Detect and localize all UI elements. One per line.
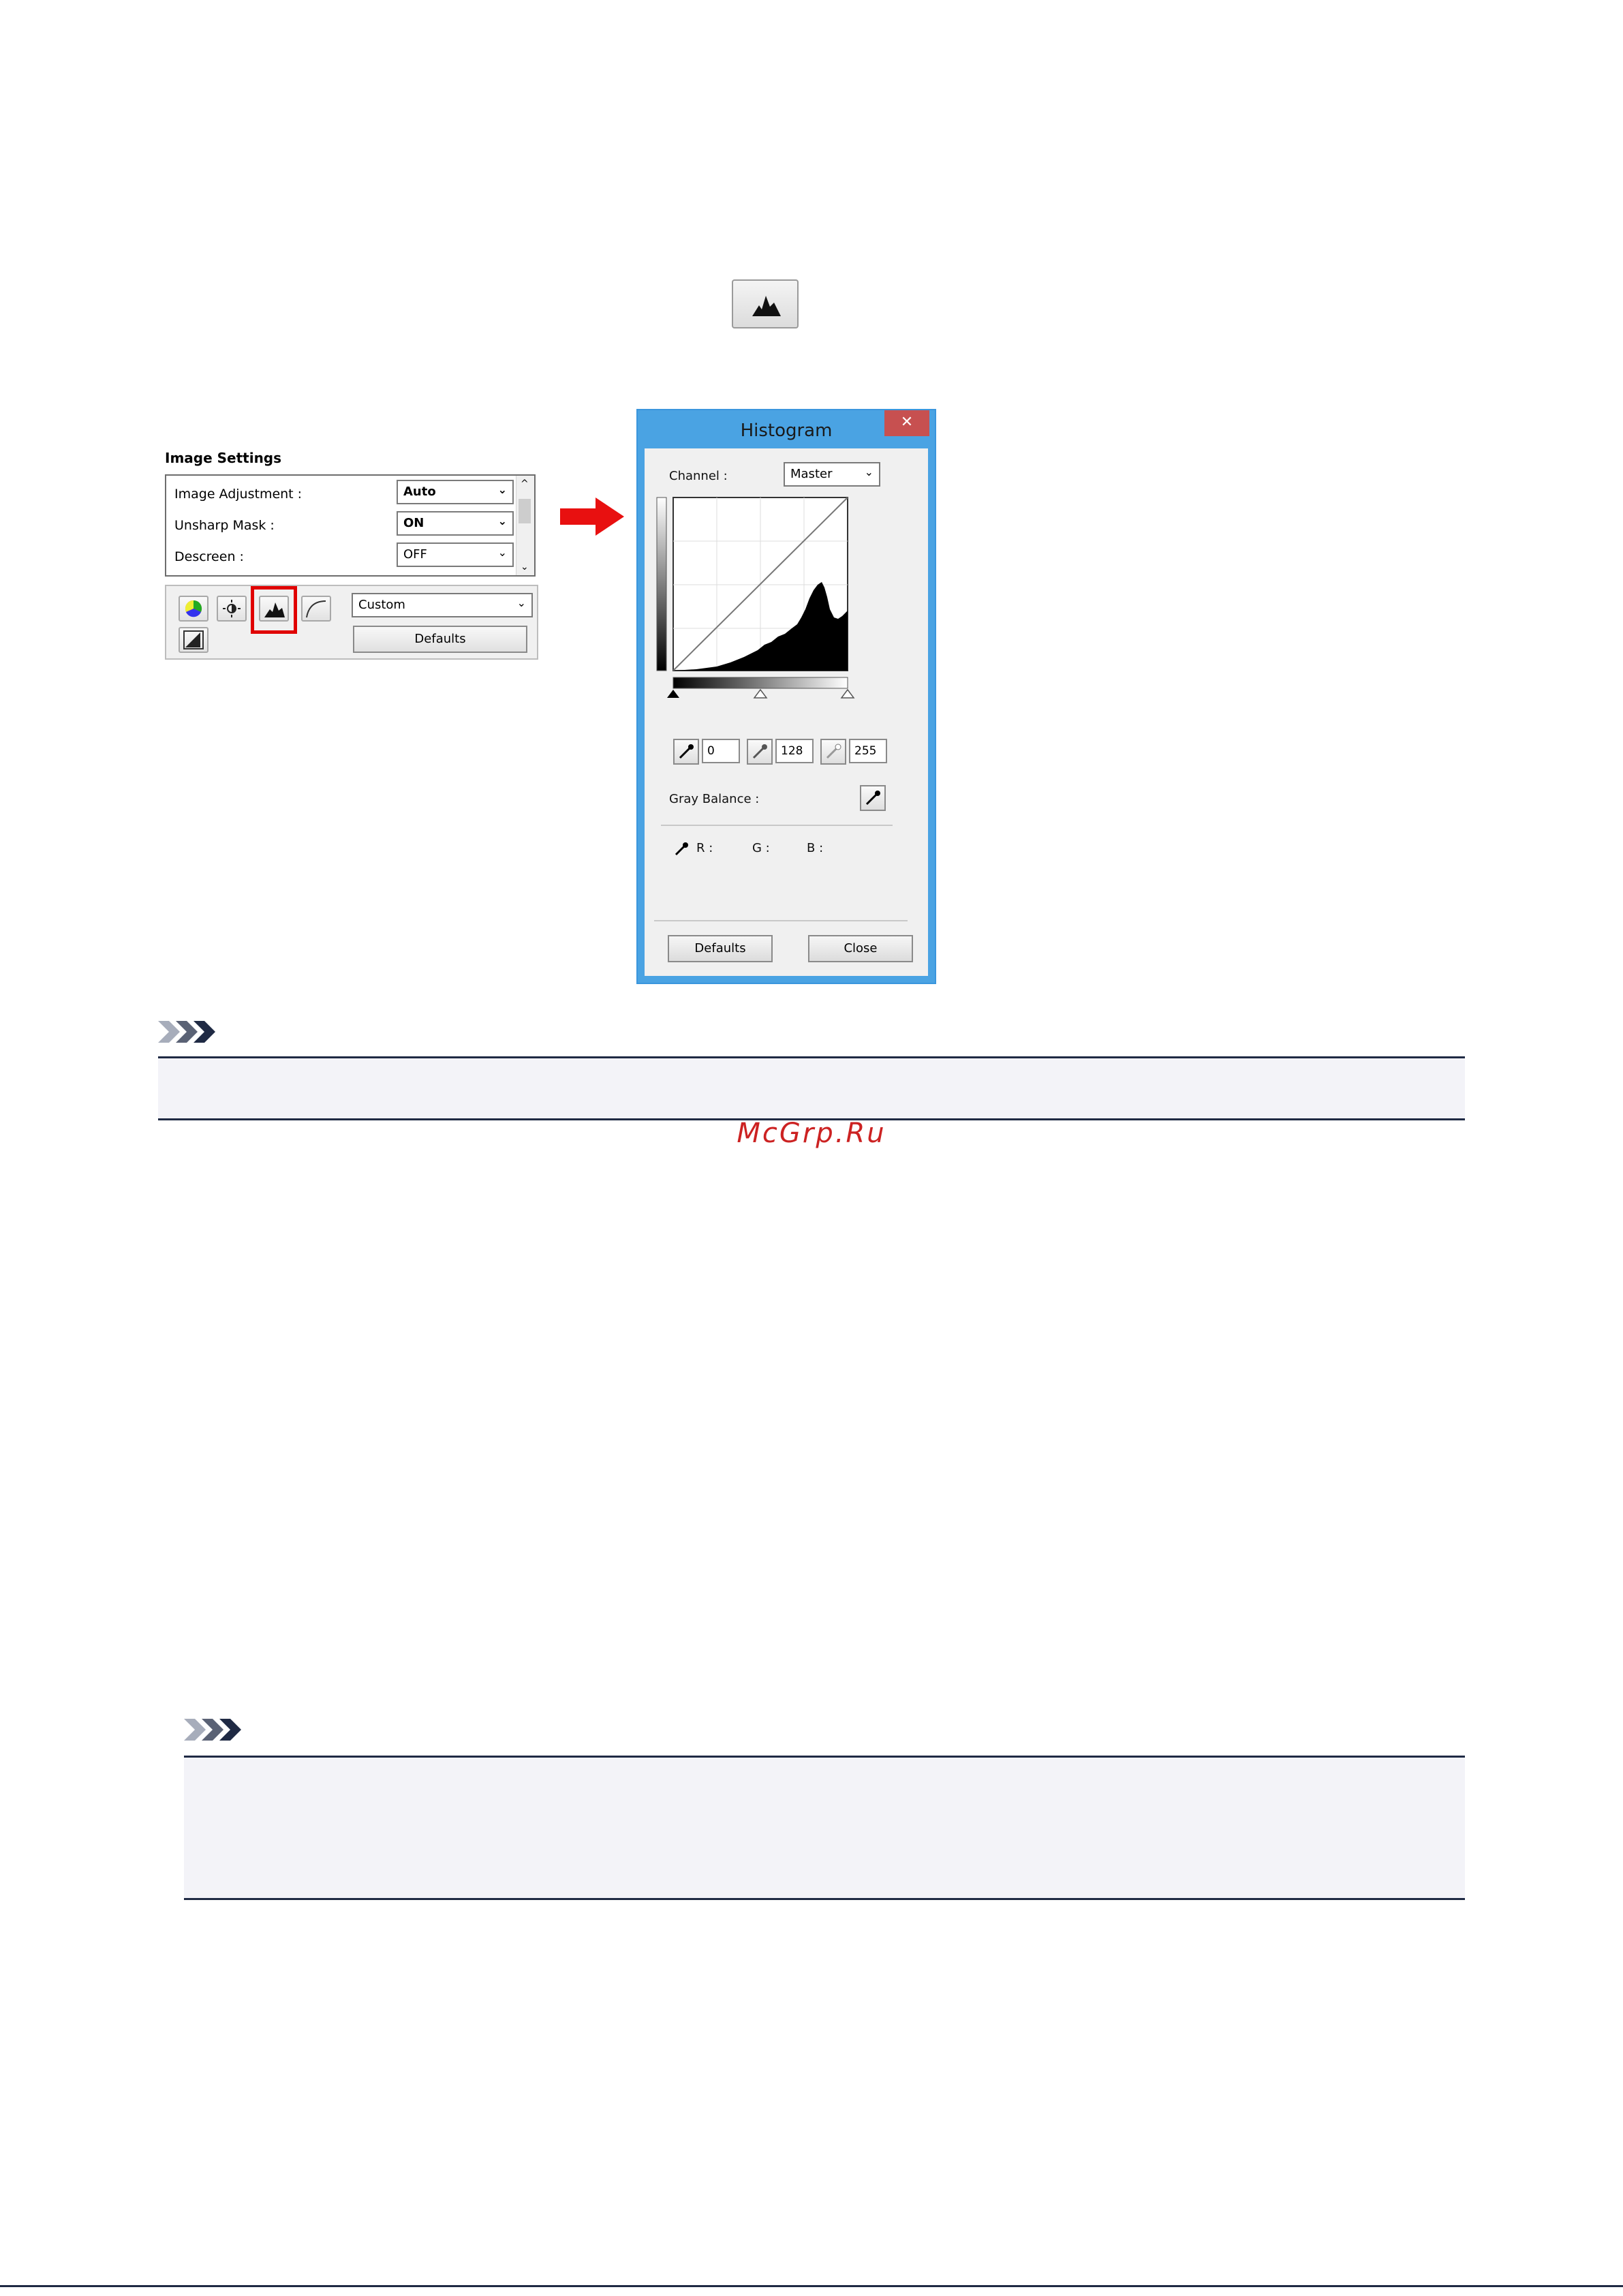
scroll-up-icon[interactable]: ^ [521, 478, 529, 489]
histogram-icon [749, 292, 784, 319]
watermark-text: McGrp.Ru [737, 1118, 886, 1149]
channel-value: Master [790, 467, 833, 481]
black-point-slider [667, 690, 679, 698]
note-icon [158, 1018, 223, 1045]
dialog-title: Histogram [740, 420, 833, 441]
gray-balance-label: Gray Balance : [669, 792, 760, 806]
descreen-label: Descreen : [174, 549, 244, 564]
chevron-down-icon: ⌄ [497, 546, 507, 559]
chevron-down-icon: ⌄ [516, 596, 526, 609]
chevron-down-icon: ⌄ [497, 515, 507, 527]
tone-curve-button[interactable] [301, 596, 331, 622]
white-point-input[interactable]: 255 [849, 739, 887, 763]
b-value-label: B : [807, 841, 824, 855]
brightness-contrast-button[interactable] [217, 596, 247, 622]
dialog-close-button[interactable]: ✕ [884, 410, 929, 436]
histogram-dialog [636, 409, 936, 984]
scrollbar-thumb[interactable] [519, 499, 531, 523]
white-point-slider [841, 690, 854, 698]
tone-preset-value: Custom [358, 598, 405, 612]
image-adjustment-select[interactable] [397, 480, 514, 504]
histogram-toolbar-button[interactable] [732, 279, 799, 328]
histogram-highlight-frame [251, 586, 297, 634]
color-adjust-button[interactable] [179, 596, 208, 622]
eyedropper-icon [861, 786, 884, 810]
note-box [158, 1056, 1465, 1120]
note-icon [184, 1716, 249, 1743]
chevron-down-icon: ⌄ [497, 483, 507, 496]
dialog-close-text-button[interactable]: Close [808, 935, 913, 962]
tone-preset-select[interactable] [352, 593, 533, 617]
tone-curve-icon [303, 597, 330, 620]
scroll-down-icon[interactable]: ⌄ [521, 562, 529, 572]
arrow-right-icon [560, 496, 625, 537]
image-settings-list [165, 474, 536, 577]
image-adjustment-value: Auto [403, 485, 436, 499]
eyedropper-icon [675, 740, 698, 763]
output-gradient-bar [657, 498, 666, 671]
gray-balance-eyedropper-button[interactable] [860, 785, 886, 811]
eyedropper-icon [822, 740, 845, 763]
color-wheel-icon [180, 597, 207, 620]
settings-scrollbar[interactable] [516, 476, 534, 575]
separator [654, 920, 908, 921]
eyedropper-icon [672, 838, 692, 859]
note-box [184, 1756, 1465, 1900]
r-value-label: R : [696, 841, 713, 855]
unsharp-mask-select[interactable] [397, 511, 514, 536]
dialog-body [645, 448, 928, 976]
mid-point-eyedropper-button[interactable] [747, 739, 773, 765]
g-value-label: G : [752, 841, 770, 855]
threshold-icon [180, 628, 207, 652]
descreen-value: OFF [403, 547, 427, 562]
page-bottom-rule [0, 2285, 1623, 2287]
unsharp-mask-label: Unsharp Mask : [174, 518, 275, 533]
channel-select[interactable] [784, 462, 880, 487]
descreen-select[interactable] [397, 542, 514, 567]
white-point-eyedropper-button[interactable] [820, 739, 846, 765]
black-point-input[interactable]: 0 [702, 739, 740, 763]
separator [661, 825, 893, 826]
brightness-icon [218, 597, 245, 620]
threshold-button[interactable] [179, 627, 208, 653]
image-adjustment-label: Image Adjustment : [174, 487, 303, 502]
dialog-defaults-button[interactable]: Defaults [668, 935, 773, 962]
unsharp-mask-value: ON [403, 516, 424, 530]
mid-point-slider [754, 690, 767, 698]
mid-point-input[interactable]: 128 [775, 739, 814, 763]
settings-defaults-button[interactable]: Defaults [353, 626, 527, 653]
image-settings-title: Image Settings [165, 450, 282, 466]
channel-label: Channel : [669, 469, 728, 483]
eyedropper-icon [748, 740, 771, 763]
image-settings-tools [165, 585, 538, 660]
histogram-graph [655, 496, 880, 701]
chevron-down-icon: ⌄ [864, 465, 874, 478]
black-point-eyedropper-button[interactable] [673, 739, 699, 765]
input-gradient-bar [673, 677, 848, 688]
